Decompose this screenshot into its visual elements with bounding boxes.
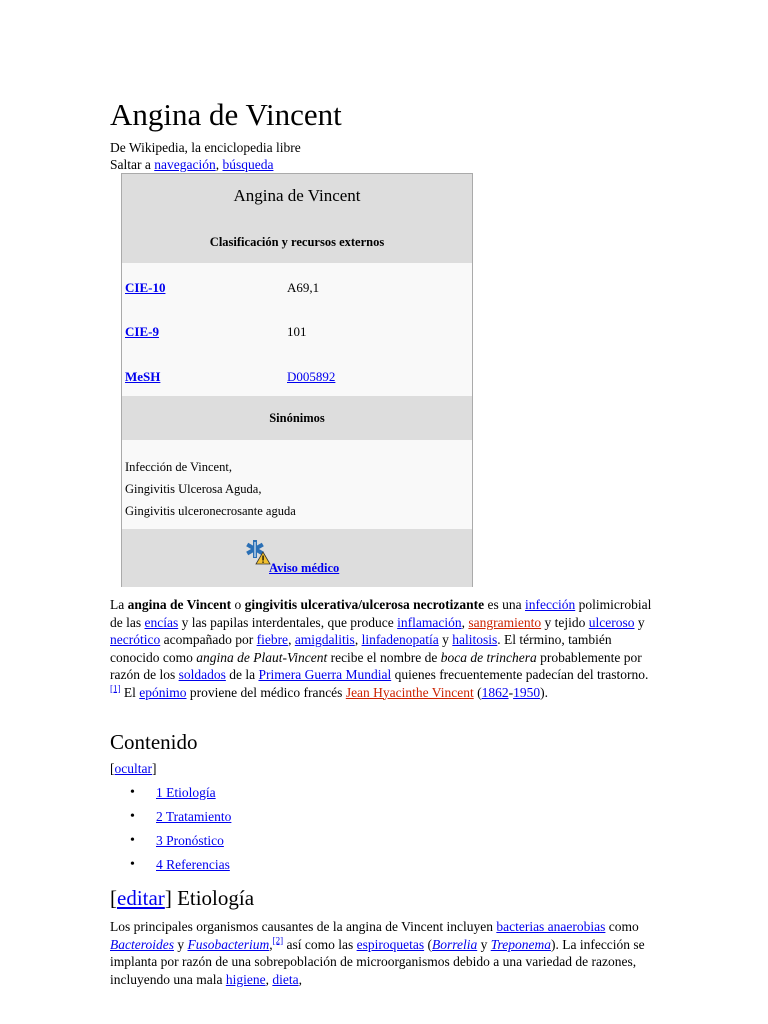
link-primera-guerra-mundial[interactable]: Primera Guerra Mundial [258,667,392,682]
text: ). La infección se implanta por razón de una sobrepoblación de microorganismos debido a una variedad de razones, incluyendo una mala [110,936,645,987]
text: como [605,919,639,934]
link-necrotico[interactable]: necrótico [110,632,161,647]
text: , [269,936,273,952]
synonym-item: Infección de Vincent, [125,460,232,474]
link-encias[interactable]: encías [144,614,179,630]
bracket: [ [110,886,117,910]
toc-list [130,782,231,878]
term-angina: angina de Vincent [127,597,232,612]
text: polimicrobial de las [110,597,652,630]
text: de la [225,667,259,682]
etiologia-heading [110,885,254,911]
notice-band [122,529,472,587]
text: y tejido [541,614,589,630]
text: ). [540,684,548,700]
cie9-value: 101 [287,324,307,339]
toc-link-tratamiento[interactable]: 2 Tratamiento [156,809,232,824]
text: El [120,684,140,700]
infobox-row-cie10 [122,280,472,302]
link-linfadenopatia[interactable]: linfadenopatía [361,632,439,647]
synonyms-list [125,456,296,522]
infobox-row-cie9 [122,324,472,346]
link-inflamacion[interactable]: inflamación [397,614,462,630]
text: probablemente por razón de los [110,649,642,682]
synonym-item: Gingivitis ulceronecrosante aguda [125,504,296,518]
toc-item [130,830,231,854]
section-title: Etiología [177,886,255,910]
term-plaut-vincent: angina de Plaut-Vincent [196,649,328,665]
text: - [508,684,514,700]
text: . El término, también conocido como [110,632,612,665]
text: recibe el nombre de [327,649,441,665]
text: , [461,614,469,630]
link-ulceroso[interactable]: ulceroso [588,614,635,630]
reference-2-link[interactable]: [2] [272,935,284,945]
link-1862[interactable]: 1862 [481,684,509,700]
link-higiene[interactable]: higiene [225,971,266,987]
term-gingivitis: gingivitis ulcerativa/ulcerosa necrotizante [244,597,485,612]
synonyms-heading: Sinónimos [269,411,325,425]
bracket: ] [164,886,178,910]
text: así como las [283,936,357,952]
etiologia-paragraph [110,918,658,988]
link-halitosis[interactable]: halitosis [452,632,498,647]
link-fiebre[interactable]: fiebre [256,632,289,647]
link-1950[interactable]: 1950 [513,684,541,700]
link-treponema[interactable]: Treponema [490,936,551,952]
toc-heading: Contenido [110,730,198,754]
toc-item [130,782,231,806]
infobox-row-mesh [122,369,472,391]
text: Los principales organismos causantes de la angina de Vincent incluyen [110,919,497,934]
toc-hide-link[interactable]: ocultar [114,761,152,776]
infobox-title: Angina de Vincent [233,186,361,205]
medical-notice-link[interactable]: Aviso médico [269,561,340,575]
bracket: ] [151,761,157,776]
link-bacteroides[interactable]: Bacteroides [110,936,174,952]
link-soldados[interactable]: soldados [178,667,226,682]
cie10-link[interactable]: CIE-10 [125,280,166,295]
toc-toggle [110,761,156,777]
mesh-link[interactable]: MeSH [125,369,161,384]
text: ( [473,684,482,700]
mesh-value-link[interactable]: D005892 [287,369,336,384]
toc-item [130,806,231,830]
text: , [265,971,273,987]
edit-section-link[interactable]: editar [117,886,165,910]
text: La [110,597,128,612]
text: y las papilas interdentales, que produce [178,614,398,630]
link-amigdalitis[interactable]: amigdalitis [294,632,355,647]
link-jean-hyacinthe-vincent[interactable]: Jean Hyacinthe Vincent [345,684,474,700]
toc-link-pronostico[interactable]: 3 Pronóstico [156,833,224,848]
toc-link-referencias[interactable]: 4 Referencias [156,857,230,872]
jump-prefix: Saltar a [110,157,155,172]
site-subtitle: De Wikipedia, la enciclopedia libre [110,140,301,155]
text: acompañado por [160,632,257,647]
jump-navigation-link[interactable]: navegación [154,157,216,172]
term-boca-trinchera: boca de trinchera [440,649,537,665]
link-sangramiento[interactable]: sangramiento [468,614,542,630]
jump-links [110,156,273,173]
text: y [477,936,491,952]
reference-1-link[interactable]: [1] [110,683,121,693]
infobox-subtitle: Clasificación y recursos externos [209,235,385,249]
intro-paragraph [110,596,658,701]
cie9-link[interactable]: CIE-9 [125,324,159,339]
link-fusobacterium[interactable]: Fusobacterium [187,936,270,952]
text: es una [484,597,525,612]
text: quienes frecuentemente padecían del trastorno. [391,667,649,682]
toc-item [130,854,231,878]
link-dieta[interactable]: dieta [272,971,299,987]
link-bacterias-anaerobias[interactable]: bacterias anaerobias [496,919,606,934]
text: y [438,632,453,647]
link-espiroquetas[interactable]: espiroquetas [356,936,425,952]
text: , [298,971,302,987]
text: ( [424,936,432,952]
jump-separator: , [215,157,223,172]
page-title: Angina de Vincent [110,97,342,132]
synonyms-header [122,396,472,440]
jump-search-link[interactable]: búsqueda [222,157,274,172]
toc-link-etiologia[interactable]: 1 Etiología [156,785,216,800]
bracket: [ [110,761,115,776]
text: , [354,632,362,647]
text: , [288,632,295,647]
text: proviene del médico francés [186,684,346,700]
link-infeccion[interactable]: infección [525,597,576,612]
link-borrelia[interactable]: Borrelia [431,936,478,952]
medical-warning-icon [245,539,271,565]
text: y [634,614,645,630]
infobox [121,173,473,587]
link-eponimo[interactable]: epónimo [139,684,187,700]
text: y [173,936,188,952]
cie10-value: A69,1 [287,280,320,295]
synonym-item: Gingivitis Ulcerosa Aguda, [125,482,262,496]
infobox-header [122,174,472,263]
text: o [231,597,245,612]
